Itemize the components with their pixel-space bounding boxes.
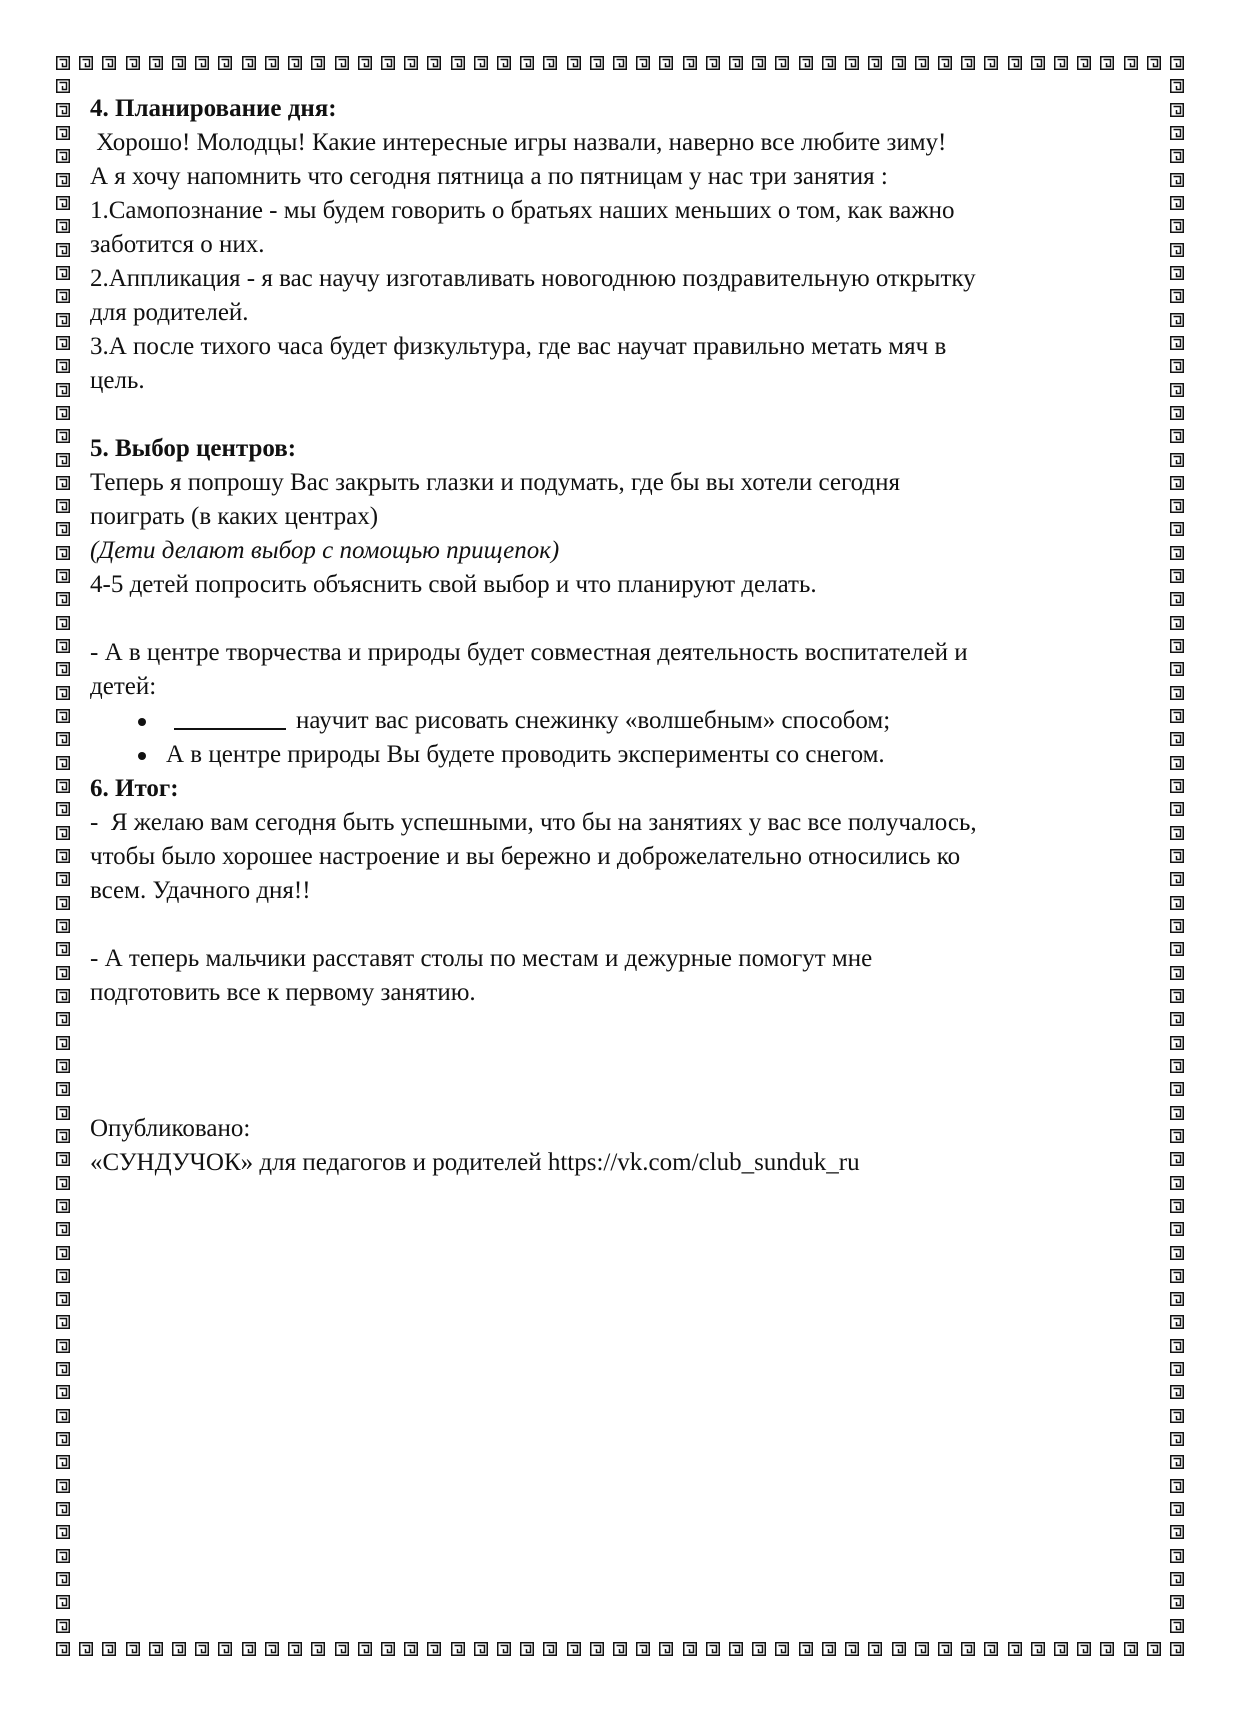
bullet-item-2 [90,738,1150,772]
section-6-closing-line-1: - А теперь мальчики расставят столы по местам и дежурные помогут мне [90,945,873,972]
spacer [90,1044,1150,1078]
section-5-line-1: Теперь я попрошу Вас закрыть глазки и подумать, где бы вы хотели сегодня [90,469,901,496]
name-blank-line [174,706,286,730]
published-source: «СУНДУЧОК» для педагогов и родителей https://vk.com/club_sunduk_ru [90,1149,860,1176]
section-5-heading-colon: : [287,435,297,462]
section-6-closing-line-2: подготовить все к первому занятию. [90,979,476,1006]
centers-bullet-list [90,704,1150,772]
bullet-item-1-text: научит вас рисовать снежинку «волшебным» способом; [296,707,891,734]
spacer [90,1010,1150,1044]
section-5-line-4: - А в центре творчества и природы будет совместная деятельность воспитателей и [90,639,968,666]
section-4-line-1: Хорошо! Молодцы! Какие интересные игры назвали, наверно все любите зиму! [90,129,947,156]
section-5-line-5: детей: [90,673,157,700]
section-4-line-5: 2.Аппликация - я вас научу изготавливать новогоднюю поздравительную открытку [90,265,976,292]
section-5-italic-note: (Дети делают выбор с помощью прищепок) [90,537,560,564]
spacer [90,398,1150,432]
bullet-dot-icon [138,718,146,726]
section-6-line-3: всем. Удачного дня!! [90,877,311,904]
section-4-line-4: заботится о них. [90,231,265,258]
section-5-line-2: поиграть (в каких центрах) [90,503,379,530]
section-5-heading [90,432,1150,466]
spacer [90,908,1150,942]
section-6-line-1: - Я желаю вам сегодня быть успешными, что бы на занятиях у вас все получалось, [90,809,977,836]
section-6-line-2: чтобы было хорошее настроение и вы бережно и доброжелательно относились ко [90,843,961,870]
section-5-heading-text: 5. Выбор центров [90,435,288,462]
section-6-heading: 6. Итог: [90,775,179,802]
section-4-line-2: А я хочу напомнить что сегодня пятница а по пятницам у нас три занятия : [90,163,888,190]
section-4-line-7: 3.А после тихого часа будет физкультура, где вас научат правильно метать мяч в [90,333,947,360]
document-body [90,92,1150,1180]
bullet-item-2-text: А в центре природы Вы будете проводить эксперименты со снегом. [166,741,885,768]
section-5-line-3: 4-5 детей попросить объяснить свой выбор и что планируют делать. [90,571,817,598]
section-4-line-3: 1.Самопознание - мы будем говорить о братьях наших меньших о том, как важно [90,197,955,224]
published-label: Опубликовано: [90,1115,251,1142]
bullet-dot-icon [138,752,146,760]
section-4-heading: 4. Планирование дня: [90,95,337,122]
section-4-line-6: для родителей. [90,299,249,326]
section-4-line-8: цель. [90,367,145,394]
spacer [90,602,1150,636]
spacer [90,1078,1150,1112]
bullet-item-1 [90,704,1150,738]
